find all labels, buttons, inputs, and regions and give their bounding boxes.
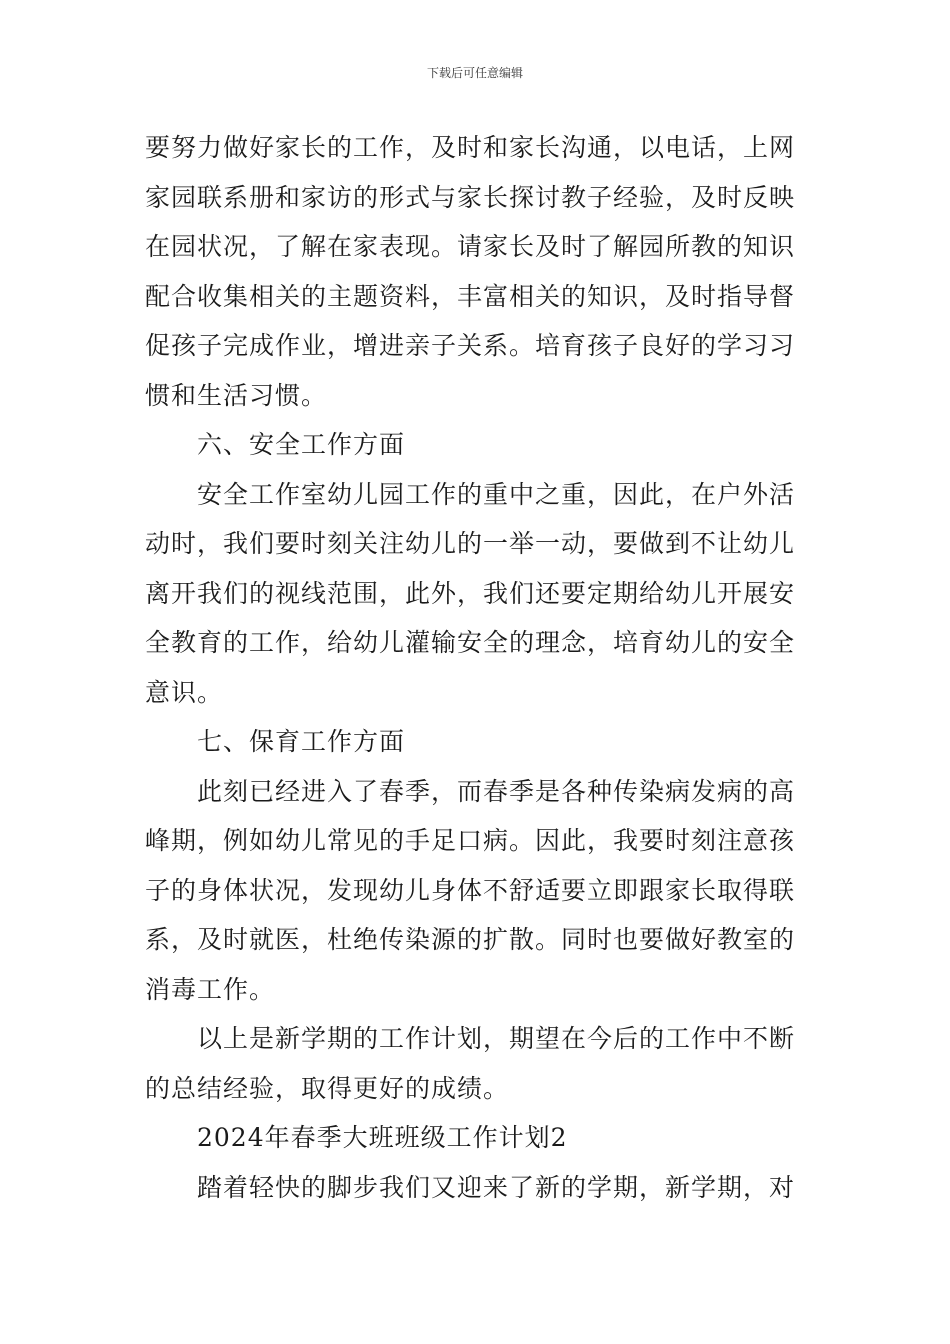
text-line: 在园状况，了解在家表现。请家长及时了解园所教的知识 [145, 232, 796, 261]
text-line: 以上是新学期的工作计划，期望在今后的工作中不断 [197, 1024, 796, 1053]
text-line: 系，及时就医，杜绝传染源的扩散。同时也要做好教室的 [145, 925, 796, 954]
text-line: 意识。 [145, 677, 224, 707]
text-line: 离开我们的视线范围，此外，我们还要定期给幼儿开展安 [145, 578, 796, 608]
text-line: 促孩子完成作业，增进亲子关系。培育孩子良好的学习习 [145, 331, 796, 360]
text-line: 踏着轻快的脚步我们又迎来了新的学期，新学期，对 [197, 1172, 796, 1202]
text-line: 峰期，例如幼儿常见的手足口病。因此，我要时刻注意孩 [145, 826, 796, 855]
document-title-plan-2: 2024年春季大班班级工作计划2 [197, 1123, 568, 1152]
text-line: 全教育的工作，给幼儿灌输安全的理念，培育幼儿的安全 [145, 628, 796, 657]
text-line: 动时，我们要时刻关注幼儿的一举一动，要做到不让幼儿 [145, 529, 796, 558]
text-line: 要努力做好家长的工作，及时和家长沟通，以电话，上网 [145, 133, 796, 162]
section-heading-safety: 六、安全工作方面 [197, 430, 406, 459]
text-line: 此刻已经进入了春季，而春季是各种传染病发病的高 [197, 776, 796, 806]
document-body [145, 123, 810, 1212]
page-header: 下载后可任意编辑 [426, 66, 523, 80]
text-line: 的总结经验，取得更好的成绩。 [145, 1073, 510, 1103]
text-line: 惯和生活习惯。 [145, 380, 328, 410]
text-line: 子的身体状况，发现幼儿身体不舒适要立即跟家长取得联 [145, 875, 796, 905]
section-heading-care: 七、保育工作方面 [197, 727, 406, 756]
text-line: 配合收集相关的主题资料，丰富相关的知识，及时指导督 [145, 281, 796, 311]
text-line: 消毒工作。 [145, 974, 276, 1004]
text-line: 安全工作室幼儿园工作的重中之重，因此，在户外活 [197, 479, 796, 509]
text-line: 家园联系册和家访的形式与家长探讨教子经验，及时反映 [145, 182, 796, 212]
